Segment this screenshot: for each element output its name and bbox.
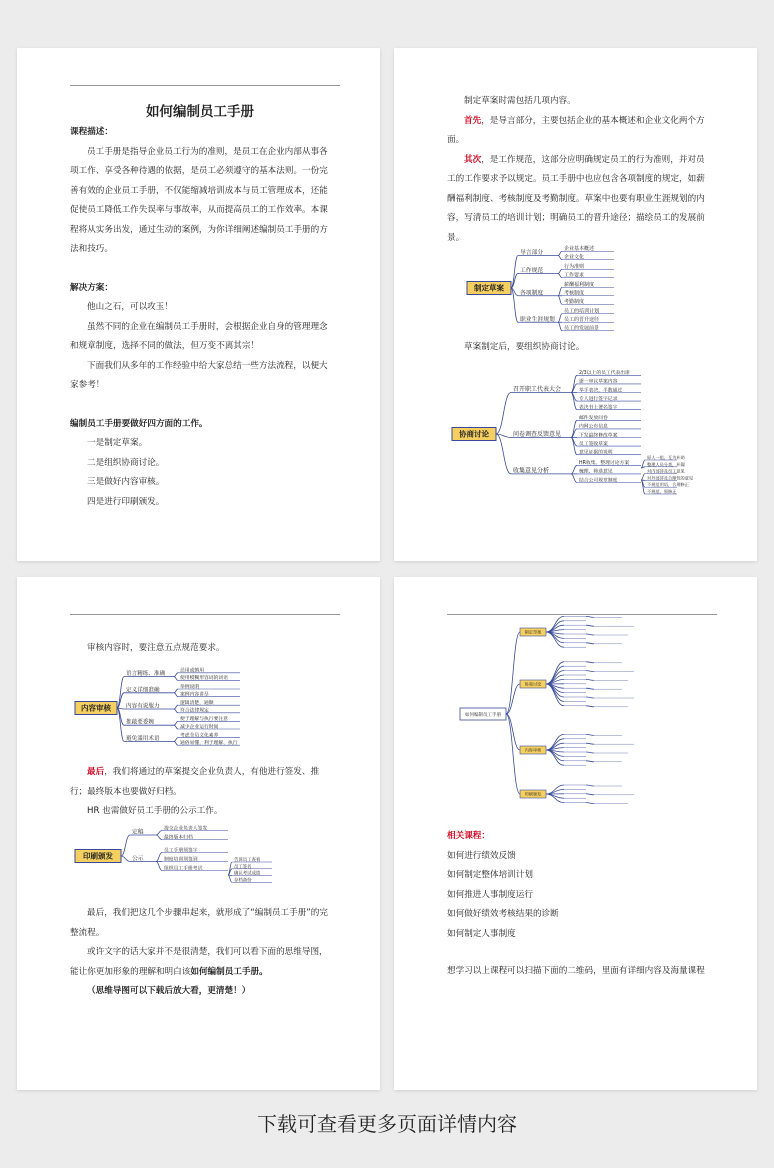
course-desc: 员工手册是指导企业员工行为的准则，是员工在企业内部从事各项工作、享受各种待遇的依据，是员工必须遵守的基本法则。一份完善有效的企业员工手册，不仅能缩减培训成本与员工管理成本，还能促使员工降低工作失误率与事故率，从而提高员工的工作效率。本课程将从实务出发，通过生动的案例，为你详细阐述编制员工手册的方法和技巧。 bbox=[70, 146, 328, 254]
document-page-4 bbox=[394, 577, 757, 1090]
related-course-2[interactable]: 如何制定整体培训计划 bbox=[447, 870, 533, 880]
second-lead: 其次 bbox=[464, 154, 482, 165]
related-course-3[interactable]: 如何推进人事制度运行 bbox=[447, 889, 533, 900]
connector-line bbox=[546, 684, 564, 706]
mindmap-center-label: 如何编制员工手册 bbox=[465, 712, 501, 718]
connector-line bbox=[558, 274, 562, 278]
mindmap-branch-label: 内容审核 bbox=[524, 747, 542, 753]
mindmap-leaf-label: 最终版本归档 bbox=[164, 835, 193, 841]
document-page-1 bbox=[17, 48, 380, 561]
mindmap-leaf-label: 案例内容讲尽 bbox=[180, 692, 209, 698]
mindmap-leaf-label: 2/3以上的员工代表出席 bbox=[579, 371, 630, 377]
connector-line bbox=[586, 643, 594, 644]
connector-line bbox=[546, 662, 564, 684]
mindmap-leaf-label: 员工手册须签字 bbox=[164, 848, 198, 854]
connector-line bbox=[117, 677, 124, 708]
mindmap-leaf-label: 使用模糊形容词的词语 bbox=[180, 676, 228, 682]
connector-line bbox=[496, 393, 511, 435]
mindmap-branch-label: 问卷调查反馈意见 bbox=[513, 431, 562, 438]
mindmap-leaf-label: 考虑全员文化素养 bbox=[180, 733, 219, 739]
mindmap-leaf-label: 员工的晋升途径 bbox=[564, 317, 600, 324]
connector-line bbox=[506, 714, 520, 750]
connector-line bbox=[586, 625, 594, 626]
connector-line bbox=[558, 256, 562, 260]
mindmap-branch-label: 工作规范 bbox=[520, 268, 544, 274]
mindmap-branch-label: 导言部分 bbox=[520, 250, 544, 256]
mindmap-leaf-label: 表决书上署名签字 bbox=[579, 405, 618, 411]
header-rule bbox=[70, 85, 340, 86]
mindmap-branch-label: 职业生涯规划 bbox=[520, 316, 555, 323]
connector-line bbox=[586, 697, 594, 698]
download-caption: 下载可查看更多页面详情内容 bbox=[257, 1112, 517, 1136]
hr-text: HR 也需做好员工手册的公示工作。 bbox=[87, 806, 223, 816]
mindmap-branch-label: 避免滥用术语 bbox=[126, 735, 160, 742]
connector-line bbox=[174, 721, 178, 725]
mindmap-leaf-label: 内网公布信息 bbox=[579, 424, 608, 430]
mindmap-subleaf-label: 不规范用语，合理修正 bbox=[647, 482, 689, 488]
mindmap-leaf-label: 忌用或慎用 bbox=[180, 668, 204, 674]
mindmap-subleaf-label: 对内部涉及员工意见 bbox=[647, 468, 685, 474]
connector-line bbox=[156, 862, 162, 871]
mindmap-leaf-label: 提交企业负责人签发 bbox=[164, 826, 208, 832]
mindmap-leaf-label: 专人进行签字记录 bbox=[579, 396, 618, 402]
mindmap-subleaf-label: 告诉员工查看 bbox=[234, 858, 261, 863]
page3-intro-wrap bbox=[70, 639, 330, 659]
after-draft: 草案制定后，要组织协商讨论。 bbox=[464, 342, 585, 352]
mindmap-center-label: 印刷颁发 bbox=[83, 851, 113, 861]
mindmap-leaf-label: 企业文化 bbox=[564, 254, 585, 261]
connector-line bbox=[558, 251, 562, 255]
download-note: （思维导图可以下载后放大看，更清楚！） bbox=[87, 986, 251, 996]
connector-line bbox=[558, 314, 562, 323]
mindmap-subleaf-label: 确认考试成绩 bbox=[234, 871, 261, 877]
connector-line bbox=[174, 673, 178, 677]
mindmap-subleaf-label: 不规范，须修正 bbox=[647, 489, 677, 494]
second-text: ，是工作规范，这部分应明确规定员工的行为准则，并对员工的工作要求予以规定。员工手册中也应包含各项制度的规定，如薪酬福利制度、考核制度及考勤制度。草案中也要有职业生涯规划的内容，写清员工的培训计划；明确员工的晋升途径；描绘员工的发展前景。 bbox=[447, 154, 705, 243]
mindmap-leaf-label: 举手表决，半数通过 bbox=[579, 388, 623, 394]
page3-mid bbox=[70, 763, 330, 822]
mindmap-subleaf-label: 存档备份 bbox=[234, 878, 252, 884]
mindmap-center-label: 内容审核 bbox=[81, 703, 111, 713]
step-4: 四是进行印刷颁发。 bbox=[87, 496, 165, 507]
mindmap-leaf-label: 下发最终修改草案 bbox=[579, 433, 618, 439]
mindmap-leaf-label: 考核制度 bbox=[564, 290, 585, 297]
mindmap-branch-label: 定稿 bbox=[132, 829, 144, 836]
connector-line bbox=[586, 679, 594, 680]
connector-line bbox=[586, 616, 594, 617]
mindmap-branch-label: 制定草案 bbox=[524, 629, 542, 635]
connector-line bbox=[571, 474, 577, 483]
connector-line bbox=[546, 684, 564, 701]
maybe-text: 或许文字的话大家并不是很清楚，我们可以看下面的思维导图，能让你更加形象的理解和明白该 bbox=[70, 947, 328, 977]
mindmap-branch-label: 内容有说服力 bbox=[126, 703, 160, 710]
connector-line bbox=[506, 632, 520, 714]
mindmap-print bbox=[72, 822, 282, 890]
four-aspects: 编制员工手册要做好四方面的工作。 bbox=[70, 418, 208, 429]
mindmap-leaf-label: 行为准则 bbox=[564, 264, 585, 271]
review-intro: 审核内容时，要注意五点规范要求。 bbox=[87, 643, 225, 653]
connector-line bbox=[546, 739, 564, 750]
connector-line bbox=[571, 465, 577, 474]
connector-line bbox=[558, 287, 562, 296]
mindmap-leaf-label: 减少企业运行时间 bbox=[180, 724, 219, 730]
related-course-1[interactable]: 如何进行绩效反馈 bbox=[447, 850, 516, 861]
mindmap-leaf-label: 员工签收草案 bbox=[579, 441, 608, 447]
mindmap-branch-label: 语言精练、准确 bbox=[126, 671, 166, 678]
maybe-bold: 如何编制员工手册。 bbox=[190, 966, 268, 977]
footer-text: 想学习以上课程可以扫描下面的二维码，里面有详细内容及海量课程 bbox=[447, 966, 705, 976]
mindmap-leaf-label: 梳理、筛选意见 bbox=[579, 469, 613, 475]
document-page-2 bbox=[394, 48, 757, 561]
mindmap-leaf-label: 便于理解与执行要注意 bbox=[180, 717, 228, 723]
mindmap-leaf-label: 邮件发放问卷 bbox=[579, 416, 608, 422]
header-rule bbox=[447, 614, 717, 615]
connector-line bbox=[121, 835, 130, 856]
mindmap-leaf-label: 举例说明 bbox=[180, 684, 200, 690]
mindmap-branch-label: 协商讨论 bbox=[524, 681, 542, 687]
mindmap-review bbox=[72, 665, 272, 751]
page1-content bbox=[70, 92, 330, 512]
connector-line bbox=[496, 434, 511, 474]
connector-line bbox=[228, 875, 232, 882]
mindmap-branch-label: 推敲要委婉 bbox=[126, 719, 154, 726]
mindmap-center-label: 制定草案 bbox=[474, 283, 504, 293]
connector-line bbox=[506, 714, 520, 794]
page3-bottom bbox=[70, 904, 330, 1002]
mindmap-leaf-label: 员工的培训计划 bbox=[564, 308, 600, 315]
related-course-4[interactable]: 如何做好绩效考核结果的诊断 bbox=[447, 909, 559, 919]
mindmap-leaf-label: 逐一审议草案内容 bbox=[579, 379, 618, 385]
connector-line bbox=[586, 634, 594, 635]
mindmap-subleaf-label: 对外部涉及合理性的意见 bbox=[647, 475, 694, 481]
mindmap-leaf-label: 逻辑清楚，通顺 bbox=[180, 701, 214, 706]
mindmap-leaf-label: HR收集、整理讨论方案 bbox=[579, 461, 630, 467]
page2-content bbox=[447, 92, 707, 248]
mindmap-leaf-label: 通俗易懂，利于理解、执行 bbox=[180, 741, 238, 746]
connector-line bbox=[121, 856, 130, 862]
mindmap-full bbox=[454, 622, 694, 807]
mindmap-center-label: 协商讨论 bbox=[459, 429, 489, 439]
last-lead: 最后 bbox=[87, 767, 105, 777]
mindmap-branch-label: 定义详细准确 bbox=[126, 687, 160, 694]
mindmap-discuss bbox=[449, 368, 694, 498]
document-page-3 bbox=[17, 577, 380, 1090]
after-draft-wrap bbox=[447, 338, 707, 358]
solution-1: 他山之石，可以攻玉！ bbox=[87, 302, 173, 312]
connector-line bbox=[586, 706, 594, 707]
draft-intro: 制定草案时需包括几项内容。 bbox=[464, 96, 576, 106]
first-lead: 首先 bbox=[464, 115, 482, 126]
mindmap-leaf-label: 考勤制度 bbox=[564, 299, 585, 306]
connector-line bbox=[558, 322, 562, 331]
connector-line bbox=[546, 621, 564, 632]
connector-line bbox=[174, 725, 178, 729]
connector-line bbox=[174, 705, 178, 709]
mindmap-branch-label: 印刷颁发 bbox=[524, 791, 542, 797]
connector-line bbox=[586, 761, 594, 762]
connector-line bbox=[586, 662, 594, 663]
connector-line bbox=[511, 288, 518, 322]
mindmap-leaf-label: 薪酬福利制度 bbox=[564, 282, 595, 289]
connector-line bbox=[586, 734, 594, 735]
mindmap-leaf-label: 工作要求 bbox=[564, 272, 585, 279]
mindmap-leaf-label: 组织员工手册考试 bbox=[164, 866, 203, 872]
mindmap-branch-label: 各项制度 bbox=[520, 290, 544, 297]
connector-line bbox=[586, 752, 594, 753]
connector-line bbox=[174, 677, 178, 681]
connector-line bbox=[546, 748, 564, 750]
connector-line bbox=[558, 269, 562, 273]
step-2: 二是组织协商讨论。 bbox=[87, 457, 165, 468]
last-text: ，我们将通过的草案提交企业负责人，有他进行签发、推行；最终版本也要做好归档。 bbox=[70, 767, 320, 797]
mindmap-subleaf-label: 原人一组，互为补助 bbox=[647, 455, 685, 460]
connector-line bbox=[156, 853, 162, 862]
mindmap-leaf-label: 员工的发展前景 bbox=[564, 325, 600, 332]
mindmap-draft bbox=[464, 244, 624, 330]
connector-line bbox=[586, 803, 594, 804]
course-desc-label: 课程描述： bbox=[70, 127, 113, 137]
connector-line bbox=[174, 709, 178, 713]
first-text: ，是导言部分，主要包括企业的基本概述和企业文化两个方面。 bbox=[447, 115, 705, 145]
connector-line bbox=[586, 671, 594, 672]
connector-line bbox=[511, 256, 518, 289]
mindmap-leaf-label: 符合法律规定 bbox=[180, 708, 209, 714]
connector-line bbox=[174, 693, 178, 697]
doc-title: 如何编制员工手册 bbox=[146, 104, 254, 120]
step-1: 一是制定草案。 bbox=[87, 438, 148, 448]
related-label: 相关课程： bbox=[447, 831, 490, 841]
mindmap-branch-label: 召开职工代表大会 bbox=[513, 386, 562, 393]
connector-line bbox=[546, 630, 564, 632]
connector-line bbox=[641, 474, 645, 480]
mindmap-branch-label: 收集意见分析 bbox=[513, 467, 550, 475]
connector-line bbox=[586, 743, 594, 744]
mindmap-leaf-label: 意见证据的说明 bbox=[579, 450, 613, 456]
page4-content bbox=[447, 827, 707, 982]
connector-line bbox=[586, 688, 594, 689]
solution-label: 解决方案： bbox=[70, 282, 113, 293]
solution-2: 虽然不同的企业在编制员工手册时，会根据企业自身的管理理念和规章制度，选择不同的做法，但万变不离其宗！ bbox=[70, 321, 328, 351]
connector-line bbox=[586, 794, 594, 795]
related-course-5[interactable]: 如何制定人事制度 bbox=[447, 928, 516, 939]
mindmap-leaf-label: 企业基本概述 bbox=[564, 246, 595, 253]
connector-line bbox=[174, 689, 178, 693]
connector-line bbox=[156, 835, 162, 840]
header-rule bbox=[70, 614, 340, 615]
mindmap-branch-label: 公示 bbox=[132, 856, 144, 862]
solution-3: 下面我们从多年的工作经验中给大家总结一些方法流程，以便大家参考！ bbox=[70, 360, 328, 390]
mindmap-subleaf-label: 员工签名 bbox=[234, 864, 252, 870]
connector-line bbox=[174, 738, 178, 742]
mindmap-leaf-label: 制度培训须签到 bbox=[164, 857, 198, 863]
connector-line bbox=[558, 296, 562, 305]
mindmap-subleaf-label: 整理人员分类，补漏 bbox=[647, 461, 685, 467]
mindmap-leaf-label: 结合公司规章制度 bbox=[579, 478, 618, 484]
step-3: 三是做好内容审核。 bbox=[87, 477, 165, 487]
connector-line bbox=[586, 785, 594, 786]
connector-line bbox=[174, 741, 178, 745]
summary: 最后，我们把这几个步骤串起来，就形成了“编制员工手册”的完整流程。 bbox=[70, 908, 328, 938]
connector-line bbox=[156, 831, 162, 836]
